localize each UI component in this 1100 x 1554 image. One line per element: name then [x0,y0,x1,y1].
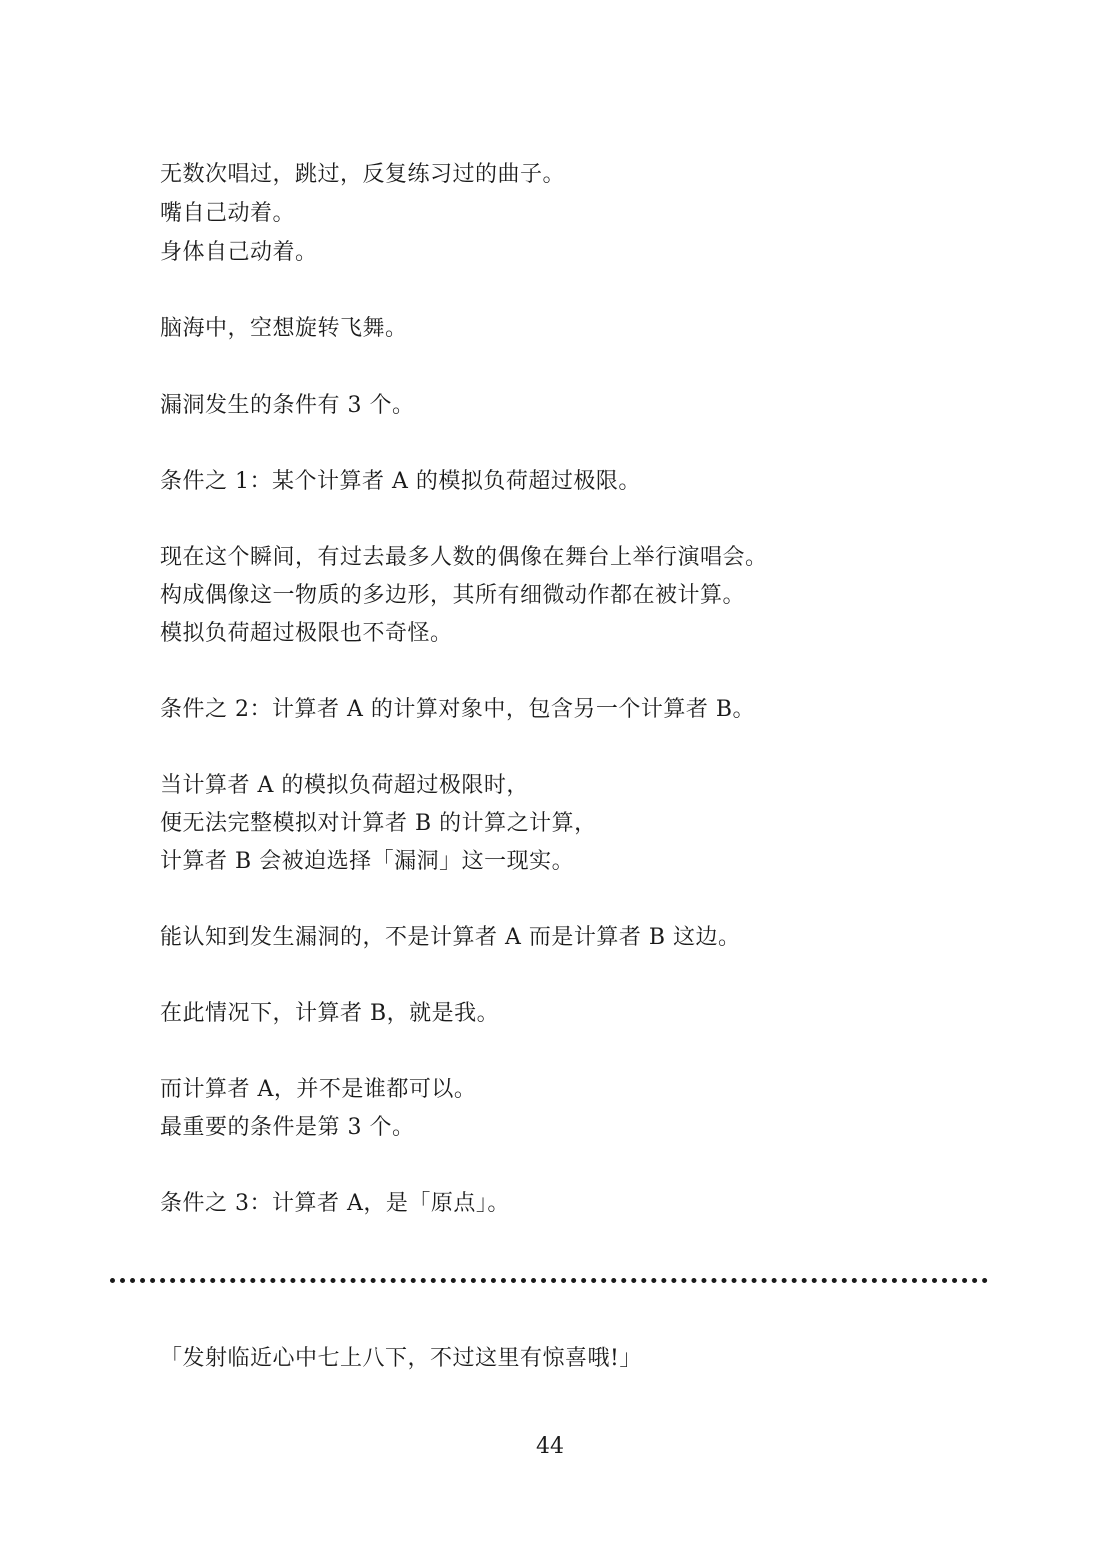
body-line: 条件之 2：计算者 A 的计算对象中，包含另一个计算者 B。 [160,697,756,722]
page-number: 44 [536,1434,564,1459]
body-line: 构成偶像这一物质的多边形，其所有细微动作都在被计算。 [160,583,746,608]
body-line: 能认知到发生漏洞的，不是计算者 A 而是计算者 B 这边。 [160,925,741,950]
body-line: 计算者 B 会被迫选择「漏洞」这一现实。 [160,849,575,874]
body-line: 在此情况下，计算者 B，就是我。 [160,1001,500,1026]
body-line: 漏洞发生的条件有 3 个。 [160,393,415,418]
body-line: 现在这个瞬间，有过去最多人数的偶像在舞台上举行演唱会。 [160,545,768,570]
body-line: 身体自己动着。 [160,240,318,265]
dotted-divider [110,1278,988,1283]
body-line: 条件之 3：计算者 A，是「原点」。 [160,1191,510,1216]
body-line: 最重要的条件是第 3 个。 [160,1115,415,1140]
body-line: 无数次唱过，跳过，反复练习过的曲子。 [160,162,566,187]
body-line: 嘴自己动着。 [160,201,296,226]
body-line: 当计算者 A 的模拟负荷超过极限时， [160,773,529,798]
body-line: 便无法完整模拟对计算者 B 的计算之计算， [160,811,597,836]
body-line: 条件之 1：某个计算者 A 的模拟负荷超过极限。 [160,469,641,494]
body-line: 而计算者 A，并不是谁都可以。 [160,1077,477,1102]
quote-line: 「发射临近心中七上八下，不过这里有惊喜哦!」 [160,1346,642,1371]
body-line: 脑海中，空想旋转飞舞。 [160,316,408,341]
body-line: 模拟负荷超过极限也不奇怪。 [160,621,453,646]
